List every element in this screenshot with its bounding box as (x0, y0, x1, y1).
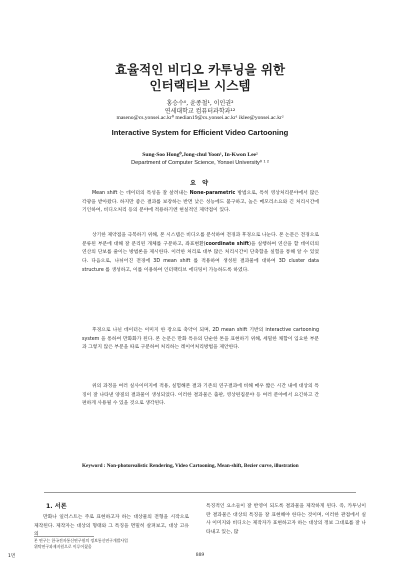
paper-title-en: Interactive System for Efficient Video Cartooning (111, 128, 289, 137)
title-line-2: 인터랙티브 시스템 (149, 78, 251, 93)
abstract-p1-text: Mean shift 는 데이터의 특성을 잘 살려내는 (92, 191, 190, 196)
abstract-heading: 요 약 (189, 180, 211, 187)
title-line-1: 효율적인 비디오 카투닝을 위한 (114, 62, 286, 77)
abstract-p2-text-cont: )을 실행하여 연산을 할 데이터의 연산의 단보를 줄이는 방법론을 제시한다. 이러한 처리로 대부 많은 처리시간이 단축함을 실험을 통해 알 수 있었다. 다음으로, 나뉘어진 전경에 3D mean shift 를 적용하여 생성된 결과물에 대하여 3D cluster data structure 를 생성하고, 이를 이용하여 인터랙티브 에디팅이 가능하도록 하였다. (82, 241, 319, 273)
affiliation-en: Department of Computer Science, Yonsei University⁰ ¹ ² (131, 160, 269, 166)
section-1-heading: 1. 서론 (46, 503, 67, 510)
author-emails: maseno@cs.yonsei.ac.kr⁰ median19@cs.yonsei.ac.kr¹ iklee@yonsei.ac.kr² (116, 115, 284, 121)
page-number: 889 (195, 553, 205, 558)
section-1-left-column: 만화나 일러스트는 주로 표현하고자 하는 대상물의 전형을 시작으로 제작된다. 제작자는 대상의 형태와 그 특징을 면밀히 살펴보고, 대상 고유의 (34, 515, 189, 538)
footnote-rule (34, 536, 94, 537)
authors-ko: 홍승수⁰, 윤종철¹, 이인권² (166, 100, 234, 107)
abstract-paragraph-2 (82, 232, 319, 276)
footnote (34, 538, 184, 550)
authors-en: Sung-Soo Hong⁰,Jong-chul Yoon¹, In-Kwon Lee² (142, 152, 258, 158)
abstract-paragraph-4: 위의 과정을 여러 실사이미지에 적용, 실험해본 결과 기존의 연구결과에 비해 매우 짧은 시간 내에 대상의 특징이 잘 나타낸 양질의 결과물이 생성되었다. 이러한 결과물은 출판, 영상편집분야 등 여러 분야에서 요긴하고 간편하게 사용될 수 있을 것으로 생각된다. (82, 384, 319, 407)
section-1-right-column: 특징적인 요소들이 잘 반영이 되도록 결과물을 제작하게 된다. 즉, 카투닝이란 결과물은 대상의 특징을 잘 표현해야 한다는 것이며, 이러한 관점에서 실사 이미지와 비디오는 제작자가 표현하고자 하는 대상의 정보 그대로를 잘 나타내고 있는, 많 (206, 504, 366, 536)
abstract-paragraph-1 (82, 190, 319, 216)
abstract-p2-text: 상기한 제약점을 극복하기 위해, 본 시스템은 비디오를 분석하여 전경과 후경으로 나눈다. 본 논문은 전경으로 분류된 부분에 대해 잘 분리된 개체를 구분하고, 좌표변환( (82, 233, 319, 247)
keywords: Keyword : Non-photorealistic Rendering, Video Cartooning, Mean-shift, Bezier curve, illustration (82, 463, 299, 469)
page-label-left: 1면 (8, 554, 16, 559)
abstract-p1-bold: None-parametric (189, 191, 236, 196)
abstract-p2-bold: coordinate shift (205, 241, 250, 247)
paper-title-ko (0, 62, 400, 94)
abstract-paragraph-3: 후경으로 나뉜 데이터는 이미지 한 장으로 축약이 되며, 2D mean shift 기반의 interactive cartooning system 을 통하여 만화화가 된다. 본 논문은 만화 특유의 단순한 톤을 표현하기 위해, 세밀한 채합이 입요한 부분과 그렇지 않은 부분을 따로 구분하여 처리하는 레이어처리방법을 제안한다. (82, 328, 319, 351)
affiliation-ko: 연세대학교 컴퓨터과학과¹² (164, 108, 236, 115)
abstract-p1-text-cont: 방법으로, 특히 영상처리분야에서 많은 각광을 받아왔다. 하지만 좋은 결과를 보장하는 반면 낮은 성능에도 불구하고, 높은 메모리소요와 긴 처리시간에 기인하여, 비디오처리 등의 분야에 적용하기엔 현실적인 제약점이 있다. (82, 191, 319, 214)
footnote-line-2: 위탁연구과제지원으로 이루어졌음 (34, 544, 92, 549)
section-divider (44, 492, 356, 493)
footnote-line-1: 본 연구는 한국전자통신연구원의 정보통신연구개발사업 (34, 538, 128, 543)
